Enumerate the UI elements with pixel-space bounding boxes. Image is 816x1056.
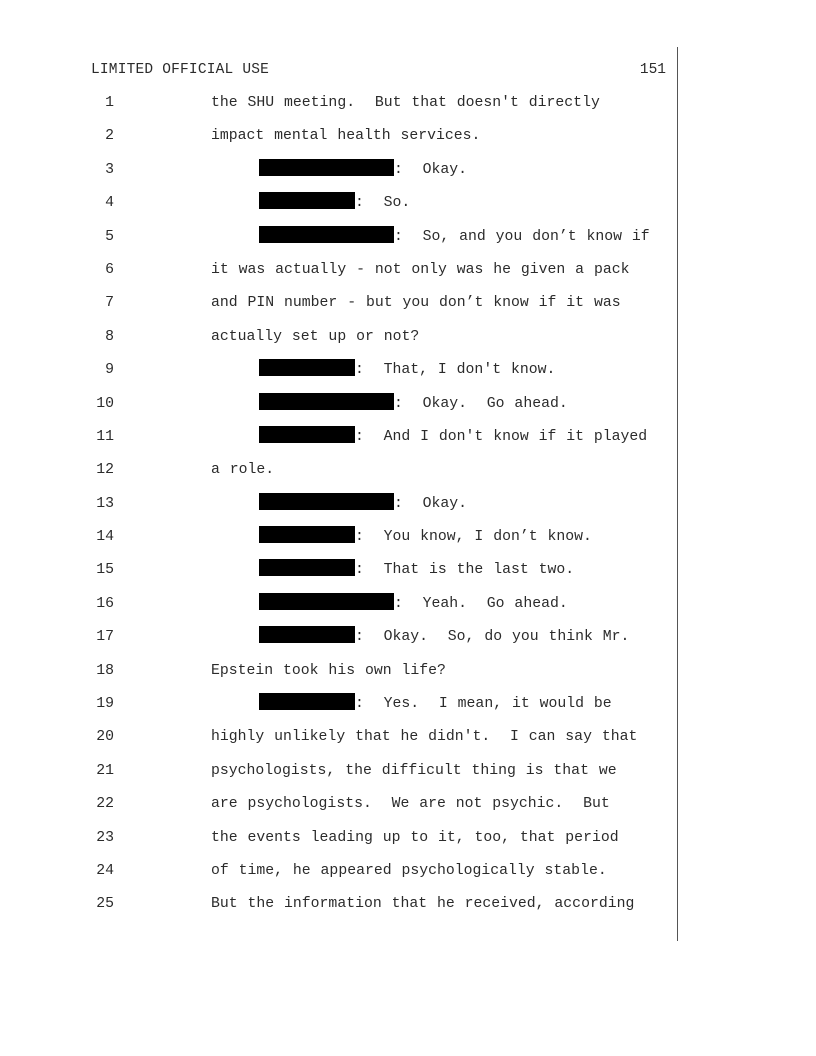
transcript-line (0, 326, 816, 359)
transcript-line (0, 359, 816, 392)
line-text: But the information that he received, according (211, 896, 635, 913)
speaker-text: : So, and you don’t know if (394, 228, 650, 245)
line-text: highly unlikely that he didn't. I can say that (211, 729, 638, 746)
speaker-text: : Okay. (394, 161, 468, 178)
line-number: 16 (96, 595, 114, 612)
redacted-speaker-name (259, 159, 394, 176)
speaker-line (259, 626, 629, 648)
line-text: impact mental health services. (211, 128, 481, 145)
line-number: 20 (96, 729, 114, 746)
line-number: 11 (96, 428, 114, 445)
speaker-line (259, 526, 592, 548)
redacted-speaker-name (259, 359, 355, 376)
line-number: 6 (105, 261, 114, 278)
line-number: 25 (96, 896, 114, 913)
redacted-speaker-name (259, 693, 355, 710)
transcript-line (0, 226, 816, 259)
transcript-line (0, 493, 816, 526)
redacted-speaker-name (259, 192, 355, 209)
line-number: 24 (96, 862, 114, 879)
transcript-line (0, 827, 816, 860)
line-number: 8 (105, 328, 114, 345)
line-number: 23 (96, 829, 114, 846)
transcript-line (0, 259, 816, 292)
line-text: psychologists, the difficult thing is that we (211, 762, 617, 779)
transcript-line (0, 159, 816, 192)
redacted-speaker-name (259, 493, 394, 510)
speaker-line (259, 559, 574, 581)
line-text: of time, he appeared psychologically stable. (211, 862, 607, 879)
line-number: 22 (96, 796, 114, 813)
line-number: 5 (105, 228, 114, 245)
line-number: 14 (96, 529, 114, 546)
speaker-text: : Okay. So, do you think Mr. (355, 629, 630, 646)
transcript-line (0, 526, 816, 559)
speaker-text: : Okay. Go ahead. (394, 395, 568, 412)
line-text: it was actually - not only was he given a pack (211, 261, 630, 278)
line-text: and PIN number - but you don’t know if it was (211, 295, 621, 312)
speaker-line (259, 159, 467, 181)
transcript-line (0, 92, 816, 125)
line-number: 21 (96, 762, 114, 779)
line-number: 17 (96, 629, 114, 646)
transcript-line (0, 793, 816, 826)
line-number: 10 (96, 395, 114, 412)
line-text: are psychologists. We are not psychic. But (211, 796, 610, 813)
transcript-line (0, 593, 816, 626)
speaker-text: : That is the last two. (355, 562, 575, 579)
redacted-speaker-name (259, 426, 355, 443)
line-number: 2 (105, 128, 114, 145)
line-text: the SHU meeting. But that doesn't directly (211, 95, 600, 111)
redacted-speaker-name (259, 559, 355, 576)
speaker-line (259, 393, 568, 415)
speaker-text: : That, I don't know. (355, 362, 556, 379)
transcript-line (0, 192, 816, 225)
speaker-line (259, 593, 568, 615)
transcript-line (0, 393, 816, 426)
classification-header: LIMITED OFFICIAL USE (91, 62, 270, 78)
transcript-line (0, 660, 816, 693)
redacted-speaker-name (259, 393, 394, 410)
line-number: 12 (96, 462, 114, 479)
speaker-text: : You know, I don’t know. (355, 529, 592, 546)
redacted-speaker-name (259, 526, 355, 543)
line-number: 13 (96, 495, 114, 512)
line-number: 7 (105, 295, 114, 312)
transcript-line (0, 292, 816, 325)
line-text: a role. (211, 462, 275, 479)
speaker-line (259, 226, 650, 248)
line-number: 18 (96, 662, 114, 679)
transcript-line (0, 626, 816, 659)
transcript-line (0, 860, 816, 893)
line-number: 4 (105, 195, 114, 212)
redacted-speaker-name (259, 593, 394, 610)
line-number: 19 (96, 696, 114, 713)
speaker-line (259, 493, 467, 515)
transcript-line (0, 459, 816, 492)
transcript-line (0, 760, 816, 793)
transcript-line (0, 559, 816, 592)
line-text: the events leading up to it, too, that period (211, 829, 619, 846)
transcript-line (0, 426, 816, 459)
speaker-line (259, 192, 410, 214)
transcript-line (0, 893, 816, 926)
redacted-speaker-name (259, 626, 355, 643)
speaker-text: : And I don't know if it played (355, 428, 648, 445)
speaker-text: : Yeah. Go ahead. (394, 595, 568, 612)
speaker-line (259, 693, 612, 715)
line-text: Epstein took his own life? (211, 662, 446, 679)
speaker-line (259, 426, 647, 448)
line-number: 3 (105, 161, 114, 178)
line-number: 15 (96, 562, 114, 579)
line-text: actually set up or not? (211, 328, 420, 345)
page-number: 151 (639, 62, 666, 78)
transcript-line (0, 726, 816, 759)
speaker-text: : So. (355, 195, 411, 212)
line-number: 1 (105, 95, 114, 111)
transcript-line (0, 125, 816, 158)
transcript-body (0, 92, 816, 927)
line-number: 9 (105, 362, 114, 379)
redacted-speaker-name (259, 226, 394, 243)
speaker-text: : Okay. (394, 495, 468, 512)
speaker-line (259, 359, 555, 381)
transcript-line (0, 693, 816, 726)
speaker-text: : Yes. I mean, it would be (355, 696, 612, 713)
